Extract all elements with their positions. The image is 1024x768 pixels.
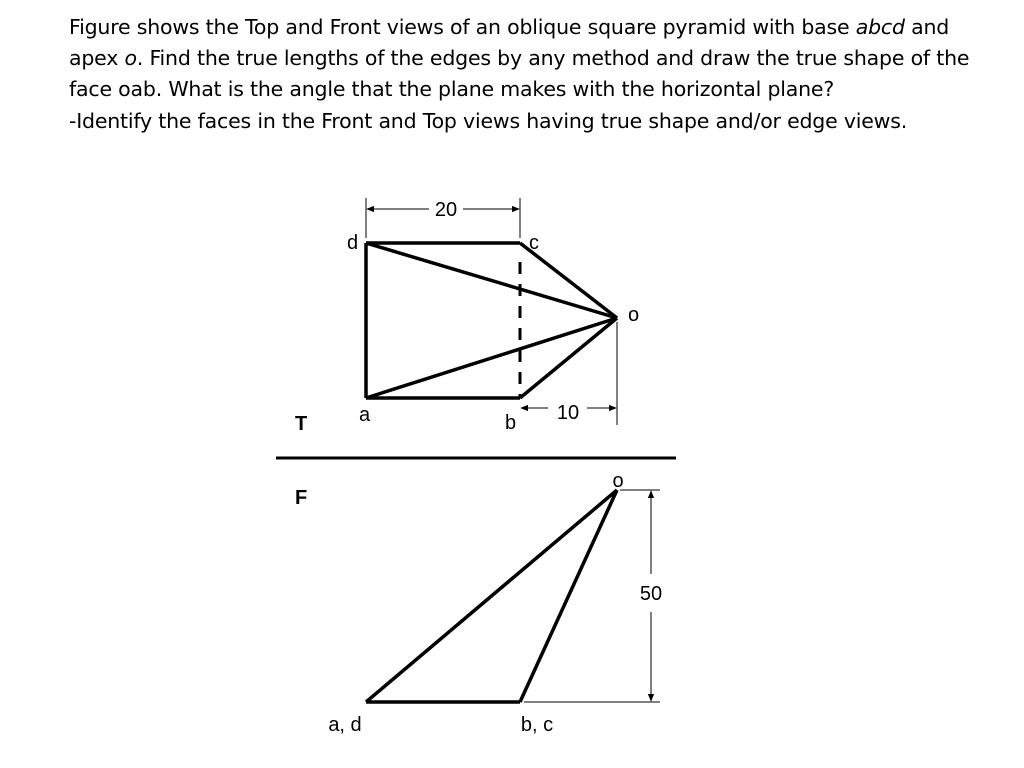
vertex-label-b: b [505,412,517,434]
edge-do [366,243,617,318]
edge-bc-o [520,490,617,702]
vertex-label-o: o [628,304,640,326]
base-name: abcd [855,15,905,39]
vertex-label-a: a [359,404,371,426]
vertex-label-d: d [347,232,359,254]
apex-name: o [124,46,137,71]
view-label-top: T [295,413,308,435]
problem-text-2: and apex [69,15,950,71]
vertex-label-bc: b, c [520,714,554,736]
edge-ad-o [366,490,617,702]
vertex-label-c: c [529,232,539,254]
problem-task: -Identify the faces in the Front and Top views having true shape and/or edge views. [69,108,908,133]
edge-bo [520,318,617,398]
view-label-front: F [295,487,308,509]
top-view [295,198,639,435]
front-view [295,470,662,736]
dim-width-label: 20 [434,199,458,221]
problem-text-1: Figure shows the Top and Front views of an oblique square pyramid with base [69,15,856,39]
problem-text-3: . Find the true lengths of the edges by any method and draw the true shape of the face oab. What is the angle that the plane makes with the horizontal plane? [69,46,970,102]
edge-ao [366,318,617,398]
dim-offset-label: 10 [556,402,580,424]
vertex-label-ad: a, d [328,714,362,736]
vertex-label-o-front: o [612,470,624,492]
edge-co [520,243,617,318]
dim-height-label: 50 [639,583,663,605]
